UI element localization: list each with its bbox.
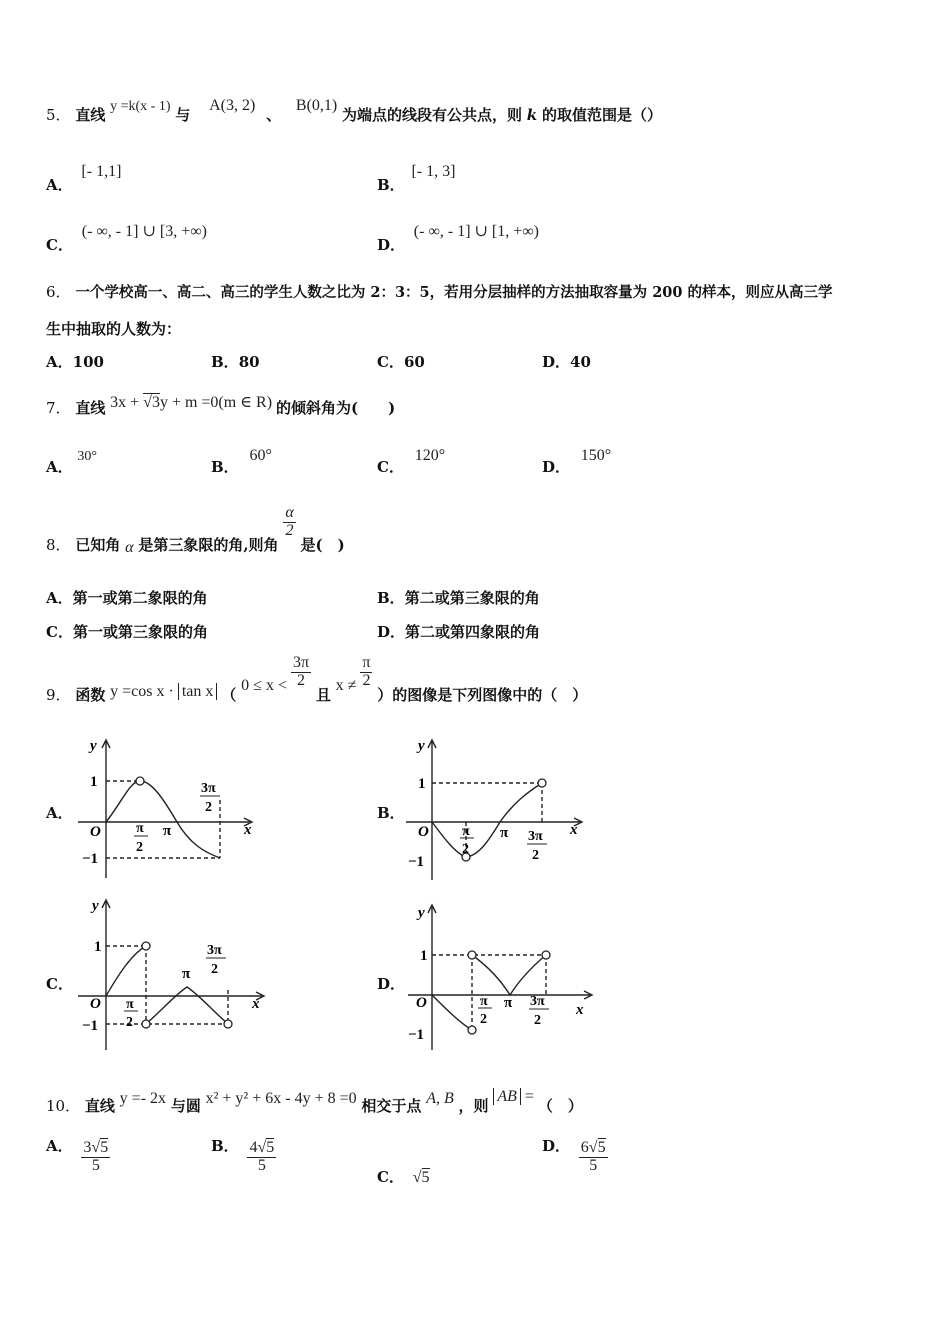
q5-point-a: A(3, 2) [209, 97, 256, 114]
y-tick-one: 1 [90, 774, 98, 790]
x-tick-pi: π [163, 823, 172, 839]
q8-number: 8． [46, 536, 71, 555]
x-tick-pi-half-den: 2 [126, 1015, 133, 1030]
origin-label: O [418, 824, 429, 840]
q10-option-c[interactable]: C． √5 [377, 1168, 430, 1186]
y-tick-one: 1 [418, 776, 426, 792]
origin-label: O [90, 824, 101, 840]
q5-point-b: B(0,1) [295, 97, 338, 114]
q8-alpha-half: $\frac{\alpha}{2}$ [285, 504, 294, 539]
y-tick-one: 1 [420, 948, 428, 964]
q7-option-c[interactable]: C． 120° [377, 447, 446, 476]
q7-stem: 7． 直线 3x + √3y + m =0(m ∈ R) 的倾斜角为( ) [46, 394, 396, 417]
x-tick-pi-half-den: 2 [480, 1012, 487, 1027]
q7-line-equation: 3x + √3y + m =0(m ∈ R) [110, 394, 273, 411]
x-axis-label: x [570, 822, 578, 838]
q8-option-c[interactable]: C．第一或第三象限的角 [46, 623, 208, 641]
q9-label-d[interactable]: D． [377, 975, 406, 993]
y-tick-one: 1 [94, 939, 102, 955]
q5-option-b[interactable]: B． [- 1, 3] [377, 163, 456, 194]
x-tick-pi-half-den: 2 [462, 842, 469, 857]
q9-graph-a[interactable] [70, 730, 270, 885]
x-tick-pi-half-num: π [462, 824, 470, 839]
q10-number: 10． [46, 1097, 81, 1115]
q9-label-a[interactable]: A． [46, 804, 73, 822]
x-tick-pi-half-den: 2 [136, 840, 143, 855]
y-axis-label: y [418, 905, 425, 921]
q8-option-d[interactable]: D．第二或第四象限的角 [377, 623, 541, 641]
q9-three-pi-half: $\frac{3\pi}{2}$ [292, 654, 310, 689]
x-tick-three-pi-half-num: 3π [528, 829, 543, 844]
q9-label-b[interactable]: B． [377, 804, 405, 822]
x-tick-pi: π [500, 825, 509, 841]
q8-option-b[interactable]: B．第二或第三象限的角 [377, 589, 540, 607]
x-axis-label: x [244, 822, 252, 838]
y-axis-label: y [418, 738, 425, 754]
q10-option-d[interactable]: D． $\frac{6√5}{5}$ [542, 1137, 606, 1174]
q10-option-a[interactable]: A． $\frac{3√5}{5}$ [46, 1137, 109, 1174]
q7-number: 7． [46, 399, 71, 417]
q6-option-b[interactable]: B．80 [211, 353, 260, 371]
x-tick-three-pi-half-den: 2 [534, 1013, 541, 1028]
q6-option-c[interactable]: C．60 [377, 353, 425, 371]
q9-label-c[interactable]: C． [46, 975, 73, 993]
q5-option-a[interactable]: A． [- 1,1] [46, 163, 122, 194]
y-tick-neg-one: −1 [408, 1027, 425, 1043]
q9-graph-c[interactable] [70, 890, 280, 1055]
q6-option-d[interactable]: D．40 [542, 353, 591, 371]
x-tick-pi: π [182, 966, 191, 982]
q5-option-c[interactable]: C． (- ∞, - 1] ∪ [3, +∞) [46, 223, 207, 254]
q5-stem: 5． 直线 y =k(x - 1) 与 A(3, 2) 、 B(0,1) 为端点的线段有公共点，则 k 的取值范围是（） [46, 97, 662, 124]
q5-number: 5． [46, 106, 71, 124]
x-tick-three-pi-half-den: 2 [205, 800, 212, 815]
x-tick-three-pi-half-den: 2 [532, 848, 539, 863]
x-axis-label: x [576, 1002, 584, 1018]
q10-option-b[interactable]: B． $\frac{4√5}{5}$ [211, 1137, 275, 1174]
q6-stem: 6． 一个学校高一、高二、高三的学生人数之比为 2：3：5，若用分层抽样的方法抽取容量为 200 的样本，则应从高三学 [46, 283, 833, 301]
x-tick-pi-half-num: π [480, 994, 488, 1009]
origin-label: O [90, 996, 101, 1012]
x-tick-pi-half-num: π [136, 821, 144, 836]
q6-number: 6． [46, 283, 71, 301]
q10-line-equation: y =- 2x [119, 1090, 167, 1107]
q7-option-d[interactable]: D． 150° [542, 447, 612, 476]
q10-stem: 10． 直线 y =- 2x 与圆 x² + y² + 6x - 4y + 8 =0 相交于点 A, B ，则 AB = （ ） [46, 1088, 583, 1115]
x-axis-label: x [252, 996, 260, 1012]
q5-line-equation: y =k(x - 1) [110, 99, 171, 114]
x-tick-three-pi-half-den: 2 [211, 962, 218, 977]
x-tick-three-pi-half-num: 3π [530, 994, 545, 1009]
q9-stem: 9． 函数 y =cos x · tan x （ 0 ≤ x < $\frac{3\pi}{2}$ 且 x ≠ $\frac{\pi}{2}$ ）的图像是下列图像中的（ ） [46, 654, 588, 705]
q6-stem-line2: 生中抽取的人数为： [46, 320, 182, 338]
q10-circle-equation: x² + y² + 6x - 4y + 8 =0 [205, 1090, 357, 1107]
origin-label: O [416, 995, 427, 1011]
q9-pi-half: $\frac{\pi}{2}$ [362, 654, 371, 689]
q5-option-d[interactable]: D． (- ∞, - 1] ∪ [1, +∞) [377, 223, 540, 254]
q9-number: 9． [46, 686, 71, 705]
x-tick-three-pi-half-num: 3π [201, 781, 216, 796]
x-tick-pi-half-num: π [126, 997, 134, 1012]
q9-function: y =cos x · tan x [110, 683, 221, 700]
x-tick-three-pi-half-num: 3π [207, 943, 222, 958]
q6-option-a[interactable]: A．100 [46, 353, 104, 371]
q8-option-a[interactable]: A．第一或第二象限的角 [46, 589, 208, 607]
q9-graph-d[interactable] [400, 895, 610, 1055]
q7-option-b[interactable]: B． 60° [211, 447, 272, 476]
y-tick-neg-one: −1 [408, 854, 425, 870]
y-axis-label: y [92, 898, 99, 914]
y-axis-label: y [90, 738, 97, 754]
q8-stem: 8． 已知角 α 是第三象限的角,则角 $\frac{\alpha}{2}$ 是( ) [46, 504, 345, 557]
y-tick-neg-one: −1 [82, 851, 99, 867]
y-tick-neg-one: −1 [82, 1018, 99, 1034]
q10-ab-length: AB = [493, 1088, 538, 1105]
q7-option-a[interactable]: A． 30° [46, 449, 98, 476]
x-tick-pi: π [504, 995, 513, 1011]
q9-graph-b[interactable] [400, 730, 600, 885]
